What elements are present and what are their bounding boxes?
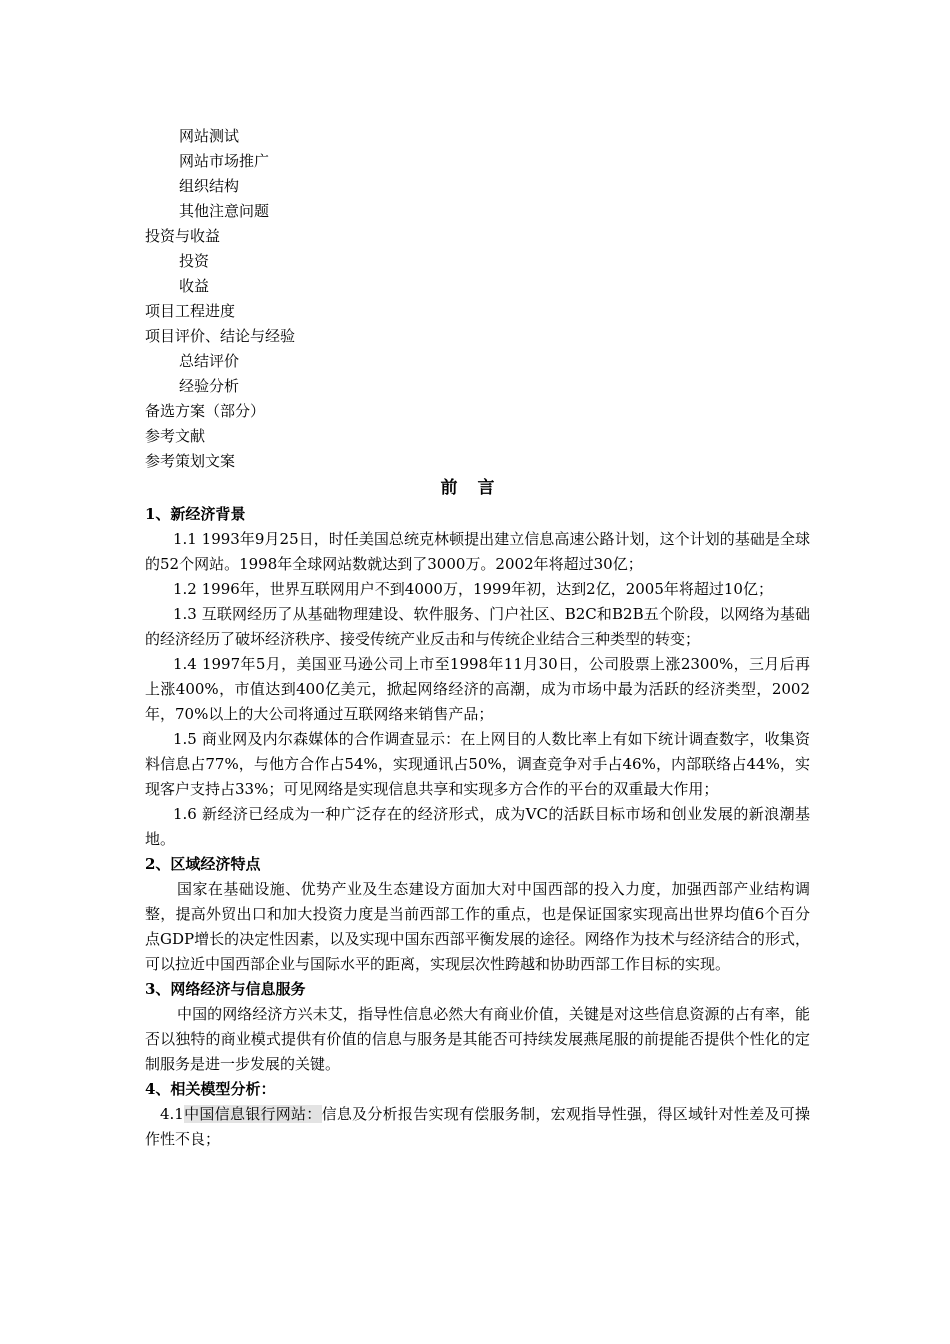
document-body — [145, 124, 810, 1152]
toc-item: 组织结构 — [179, 177, 240, 195]
model-item-text: 信息及分析报告实现有偿服务制，宏观指导性强，得区域针对性差及可操作性不良； — [145, 1105, 810, 1148]
model-item-number: 4.1 — [160, 1105, 184, 1123]
toc-item: 项目评价、结论与经验 — [145, 327, 296, 345]
paragraph: 国家在基础设施、优势产业及生态建设方面加大对中国西部的投入力度，加强西部产业结构调整，提高外贸出口和加大投资力度是当前西部工作的重点，也是保证国家实现高出世界均值6个百分点GDP增长的决定性因素，以及实现中国东西部平衡发展的途径。网络作为技术与经济结合的形式，可以拉近中国西部企业与国际水平的距离，实现层次性跨越和协助西部工作目标的实现。 — [145, 880, 810, 973]
paragraph: 中国的网络经济方兴未艾，指导性信息必然大有商业价值，关键是对这些信息资源的占有率，能否以独特的商业模式提供有价值的信息与服务是其能否可持续发展燕尾服的前提能否提供个性化的定制服务是进一步发展的关键。 — [145, 1005, 810, 1073]
paragraph: 1.2 1996年，世界互联网用户不到4000万，1999年初，达到2亿，2005年将超过10亿； — [173, 580, 773, 598]
toc-item: 其他注意问题 — [179, 202, 270, 220]
model-item — [145, 1102, 810, 1152]
paragraph: 1.3 互联网经历了从基础物理建设、软件服务、门户社区、B2C和B2B五个阶段，以网络为基础的经济经历了破坏经济秩序、接受传统产业反击和与传统企业结合三种类型的转变； — [145, 605, 810, 648]
section-heading: 1、新经济背景 — [145, 505, 246, 523]
table-of-contents — [145, 124, 810, 474]
section-title-text: 前言 — [440, 478, 515, 498]
section-heading: 4、相关模型分析： — [145, 1080, 276, 1098]
toc-item: 收益 — [179, 277, 210, 295]
highlighted-text: 中国信息银行网站： — [183, 1105, 322, 1123]
toc-item: 参考策划文案 — [145, 452, 236, 470]
toc-item: 备选方案（部分） — [145, 402, 266, 420]
paragraph: 1.6 新经济已经成为一种广泛存在的经济形式，成为VC的活跃目标市场和创业发展的新浪潮基地。 — [145, 805, 810, 848]
paragraph: 1.1 1993年9月25日，时任美国总统克林顿提出建立信息高速公路计划，这个计划的基础是全球的52个网站。1998年全球网站数就达到了3000万。2002年将超过30亿； — [145, 530, 810, 573]
toc-item: 网站测试 — [179, 127, 240, 145]
paragraph: 1.4 1997年5月，美国亚马逊公司上市至1998年11月30日，公司股票上涨2300%，三月后再上涨400%，市值达到400亿美元，掀起网络经济的高潮，成为市场中最为活跃的经济类型，2002年，70%以上的大公司将通过互联网络来销售产品； — [145, 655, 810, 723]
toc-item: 总结评价 — [179, 352, 240, 370]
toc-item: 参考文献 — [145, 427, 206, 445]
section-heading: 2、区域经济特点 — [145, 855, 261, 873]
toc-item: 投资 — [179, 252, 210, 270]
toc-item: 网站市场推广 — [179, 152, 270, 170]
toc-item: 项目工程进度 — [145, 302, 236, 320]
section-heading: 3、网络经济与信息服务 — [145, 980, 306, 998]
section-title — [145, 474, 810, 502]
toc-item: 投资与收益 — [145, 227, 221, 245]
toc-item: 经验分析 — [179, 377, 240, 395]
paragraph: 1.5 商业网及内尔森媒体的合作调查显示：在上网目的人数比率上有如下统计调查数字，收集资料信息占77%，与他方合作占54%，实现通讯占50%，调查竞争对手占46%，内部联络占44%，实现客户支持占33%；可见网络是实现信息共享和实现多方合作的平台的双重最大作用； — [145, 730, 810, 798]
